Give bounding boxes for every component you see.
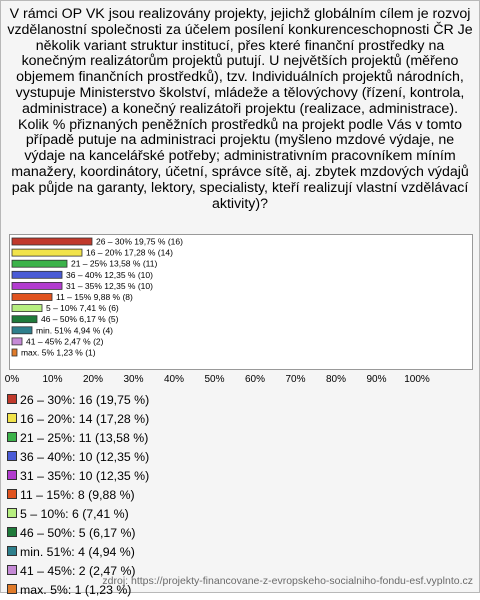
bar-label-10: max. 5% 1,23 % (1) bbox=[20, 347, 96, 358]
legend-label: 31 – 35%: 10 (12,35 %) bbox=[20, 469, 150, 483]
legend-label: 26 – 30%: 16 (19,75 %) bbox=[20, 393, 150, 407]
bar-9 bbox=[12, 338, 22, 345]
bar-5 bbox=[12, 294, 52, 301]
bar-label-2: 21 – 25% 13,58 % (11) bbox=[70, 258, 158, 269]
bar-label-1: 16 – 20% 17,28 % (14) bbox=[85, 247, 173, 258]
legend-item bbox=[7, 486, 149, 505]
bar-6 bbox=[12, 305, 42, 312]
x-tick-label: 100% bbox=[404, 374, 430, 385]
bar-chart-svg bbox=[10, 235, 472, 369]
x-tick-label: 0% bbox=[4, 374, 20, 385]
x-tick-label: 70% bbox=[285, 374, 306, 385]
bar-label-9: 41 – 45% 2,47 % (2) bbox=[26, 336, 104, 347]
question-text: V rámci OP VK jsou realizovány projekty, jejichž globálním cílem je rozvoj vzdělanostní společnosti za účelem posílení konkurenceschopnosti ČR Je několik variant struktur institucí, přes které finanční prostředky na konečným realizátorům projektů putují. U největších projektů (měřeno objemem finančních prostředků), tzv. Individuálních projektů národních, vystupuje Ministerstvo školství, mládeže a tělovýchovy (řízení, kontrola, administrace) a konečný realizátoři projektu (realizace, administrace). Kolik % přiznaných peněžních prostředků na projekt podle Vás v tomto případě putuje na administraci projektu (myšleno mzdové výdaje, ne výdaje na kancelářské potřeby; administrativním pracovníkem míním manažery, koordinátory, účetní, správce sítě, aj. zbytek mzdových výdajů pak půjde na garanty, lektory, specialisty, kteří realizují vlastní vzdělávací aktivity)? bbox=[7, 6, 473, 212]
x-tick-label: 50% bbox=[204, 374, 225, 385]
x-tick-label: 60% bbox=[244, 374, 266, 385]
legend-item bbox=[7, 391, 149, 410]
legend bbox=[7, 391, 149, 600]
x-tick-label: 10% bbox=[42, 374, 63, 385]
legend-label: 11 – 15%: 8 (9,88 %) bbox=[20, 488, 135, 502]
bar-3 bbox=[12, 271, 62, 278]
bar-4 bbox=[12, 282, 62, 289]
x-tick-label: 30% bbox=[123, 374, 144, 385]
legend-swatch bbox=[7, 470, 17, 480]
source-link[interactable]: zdroj: https://projekty-financovane-z-evropskeho-socialniho-fondu-esf.vyplnto.cz bbox=[102, 575, 473, 587]
x-tick-label: 80% bbox=[325, 374, 347, 385]
legend-label: min. 51%: 4 (4,94 %) bbox=[20, 545, 135, 559]
legend-swatch bbox=[7, 527, 17, 537]
legend-swatch bbox=[7, 565, 17, 575]
bar-1 bbox=[12, 249, 82, 256]
x-tick-label: 40% bbox=[163, 374, 185, 385]
legend-item bbox=[7, 543, 149, 562]
bar-label-8: min. 51% 4,94 % (4) bbox=[36, 325, 114, 336]
legend-swatch bbox=[7, 489, 17, 499]
bar-10 bbox=[12, 349, 17, 356]
legend-swatch bbox=[7, 508, 17, 518]
legend-label: 36 – 40%: 10 (12,35 %) bbox=[20, 450, 150, 464]
bar-label-6: 5 – 10% 7,41 % (6) bbox=[46, 303, 119, 314]
bar-label-3: 36 – 40% 12,35 % (10) bbox=[66, 269, 153, 280]
legend-item bbox=[7, 467, 149, 486]
legend-label: 5 – 10%: 6 (7,41 %) bbox=[20, 507, 129, 521]
bar-7 bbox=[12, 316, 37, 323]
legend-item bbox=[7, 410, 149, 429]
bar-0 bbox=[12, 238, 92, 245]
legend-label: max. 5%: 1 (1,23 %) bbox=[20, 583, 132, 597]
bar-8 bbox=[12, 327, 32, 334]
legend-label: 41 – 45%: 2 (2,47 %) bbox=[20, 564, 136, 578]
x-tick-label: 90% bbox=[366, 374, 387, 385]
legend-label: 21 – 25%: 11 (13,58 %) bbox=[20, 431, 149, 445]
bar-chart bbox=[9, 234, 473, 370]
legend-swatch bbox=[7, 432, 17, 442]
legend-label: 16 – 20%: 14 (17,28 %) bbox=[20, 412, 150, 426]
legend-swatch bbox=[7, 546, 17, 556]
bar-2 bbox=[12, 260, 67, 267]
legend-item bbox=[7, 524, 149, 543]
bar-label-7: 46 – 50% 6,17 % (5) bbox=[40, 314, 119, 325]
bar-label-5: 11 – 15% 9,88 % (8) bbox=[56, 292, 133, 302]
x-tick-label: 20% bbox=[82, 374, 104, 385]
legend-item bbox=[7, 429, 149, 448]
bar-label-0: 26 – 30% 19,75 % (16) bbox=[95, 236, 183, 247]
legend-label: 46 – 50%: 5 (6,17 %) bbox=[20, 526, 136, 540]
legend-item bbox=[7, 448, 149, 467]
legend-item bbox=[7, 505, 149, 524]
bar-label-4: 31 – 35% 12,35 % (10) bbox=[66, 280, 153, 291]
legend-swatch bbox=[7, 413, 17, 423]
legend-swatch bbox=[7, 451, 17, 461]
legend-swatch bbox=[7, 394, 17, 404]
